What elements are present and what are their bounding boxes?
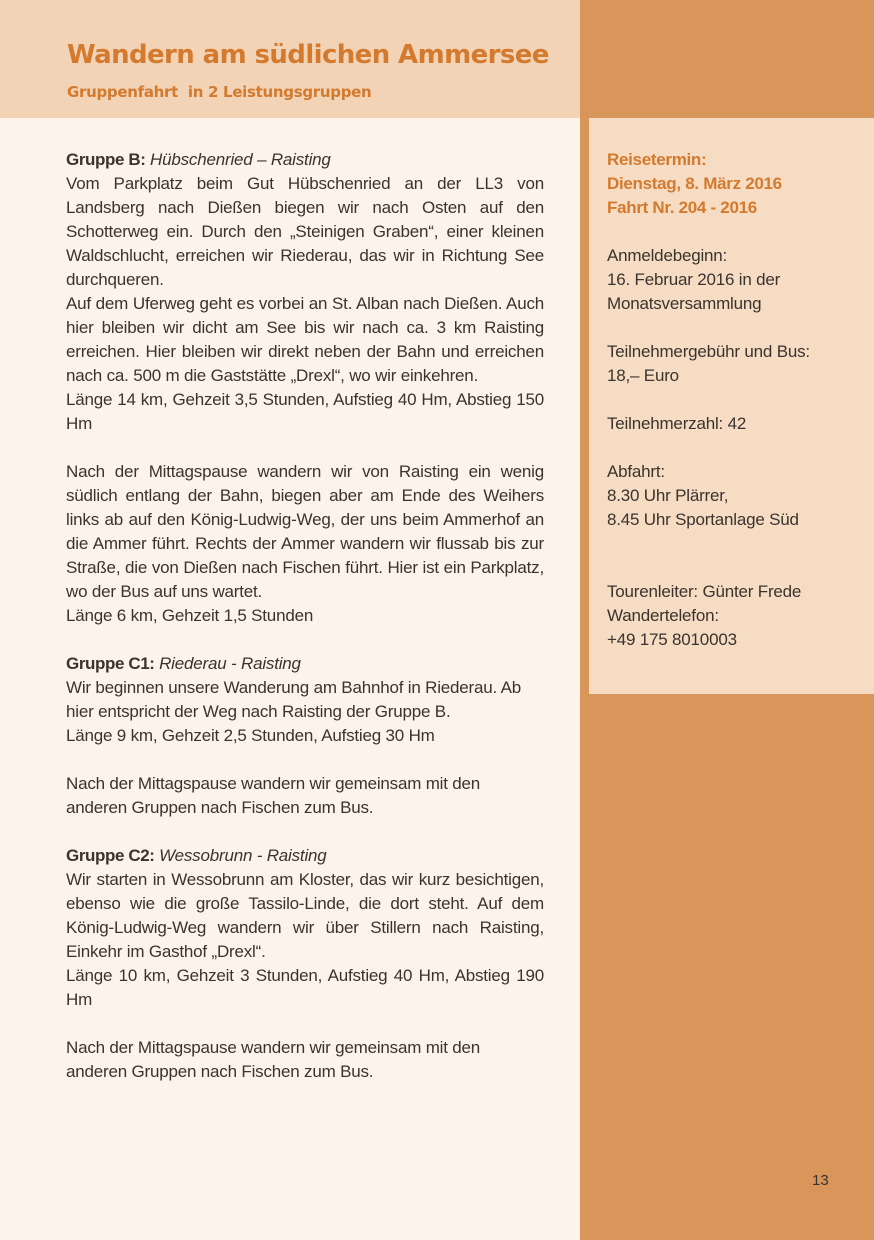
group-route: Riederau - Raisting [159, 654, 301, 673]
contact-block [607, 580, 857, 652]
paragraph: Nach der Mittagspause wandern wir gemeinsam mit den anderen Gruppen nach Fischen zum Bus. [66, 774, 481, 817]
departure-time: 8.30 Uhr Plärrer, [607, 486, 729, 505]
section-gruppe-b-afternoon [66, 460, 544, 628]
page-title: Wandern am südlichen Ammersee [67, 40, 549, 70]
paragraph: Länge 9 km, Gehzeit 2,5 Stunden, Aufstieg 30 Hm [66, 726, 435, 745]
section-gruppe-c1-afternoon [66, 772, 544, 820]
page-number: 13 [812, 1172, 829, 1189]
registration-block [607, 244, 857, 316]
date-heading: Reisetermin: [607, 150, 707, 169]
paragraph: Wir starten in Wessobrunn am Kloster, das wir kurz besichtigen, ebenso wie die große Tassilo-Linde, die dort steht. Auf dem König-Ludwig-Weg wandern wir über Stillern nach Raisting, Einkehr im Gasthof „Drexl“. [66, 870, 544, 961]
group-heading [66, 652, 544, 676]
departure-label: Abfahrt: [607, 462, 665, 481]
fee-block [607, 340, 857, 388]
trip-info [607, 148, 857, 676]
group-label: Gruppe C2: [66, 846, 155, 865]
paragraph: Länge 14 km, Gehzeit 3,5 Stunden, Aufstieg 40 Hm, Abstieg 150 Hm [66, 390, 544, 433]
phone-number: +49 175 8010003 [607, 630, 737, 649]
registration-value: Monatsversammlung [607, 294, 762, 313]
group-label: Gruppe C1: [66, 654, 155, 673]
registration-label: Anmeldebeginn: [607, 246, 728, 265]
group-heading [66, 148, 544, 172]
article-body [66, 148, 544, 1108]
paragraph: Vom Parkplatz beim Gut Hübschenried an der LL3 von Landsberg nach Dießen biegen wir nach Osten auf den Schotterweg ein. Durch den „Steinigen Graben“, einer kleinen Waldschlucht, erreichen wir Riederau, das wir in Richtung See durchqueren. [66, 174, 544, 289]
fee-value: 18,– Euro [607, 366, 679, 385]
paragraph: Länge 10 km, Gehzeit 3 Stunden, Aufstieg 40 Hm, Abstieg 190 Hm [66, 966, 544, 1009]
date-value: Dienstag, 8. März 2016 [607, 174, 782, 193]
group-label: Gruppe B: [66, 150, 146, 169]
trip-number: Fahrt Nr. 204 - 2016 [607, 198, 757, 217]
section-gruppe-b [66, 148, 544, 436]
trip-date-block [607, 148, 857, 220]
paragraph: Nach der Mittagspause wandern wir von Raisting ein wenig südlich entlang der Bahn, biegen aber am Ende des Weihers links ab auf den König-Ludwig-Weg, der uns beim Ammerhof an die Ammer führt. Rechts der Ammer wandern wir flussab bis zur Straße, die von Dießen nach Fischen führt. Hier ist ein Parkplatz, wo der Bus auf uns wartet. [66, 462, 544, 601]
paragraph: Länge 6 km, Gehzeit 1,5 Stunden [66, 606, 314, 625]
phone-label: Wandertelefon: [607, 606, 719, 625]
section-gruppe-c2-afternoon [66, 1036, 544, 1084]
paragraph: Nach der Mittagspause wandern wir gemeinsam mit den anderen Gruppen nach Fischen zum Bus. [66, 1038, 481, 1081]
section-gruppe-c2 [66, 844, 544, 1012]
section-gruppe-c1 [66, 652, 544, 748]
page-subtitle: Gruppenfahrt in 2 Leistungsgruppen [67, 83, 372, 101]
departure-block [607, 460, 857, 532]
group-route: Hübschenried – Raisting [150, 150, 331, 169]
registration-value: 16. Februar 2016 in der [607, 270, 781, 289]
paragraph: Wir beginnen unsere Wanderung am Bahnhof in Riederau. Ab hier entspricht der Weg nach Raisting der Gruppe B. [66, 678, 522, 721]
group-heading [66, 844, 544, 868]
fee-label: Teilnehmergebühr und Bus: [607, 342, 810, 361]
paragraph: Auf dem Uferweg geht es vorbei an St. Alban nach Dießen. Auch hier bleiben wir dicht am See bis wir nach ca. 3 km Raisting erreichen. Hier bleiben wir direkt neben der Bahn und erreichen nach ca. 500 m die Gaststätte „Drexl“, wo wir einkehren. [66, 294, 544, 385]
tour-leader: Tourenleiter: Günter Frede [607, 582, 802, 601]
group-route: Wessobrunn - Raisting [159, 846, 327, 865]
departure-time: 8.45 Uhr Sportanlage Süd [607, 510, 799, 529]
participants: Teilnehmerzahl: 42 [607, 414, 747, 433]
participants-block [607, 412, 857, 436]
